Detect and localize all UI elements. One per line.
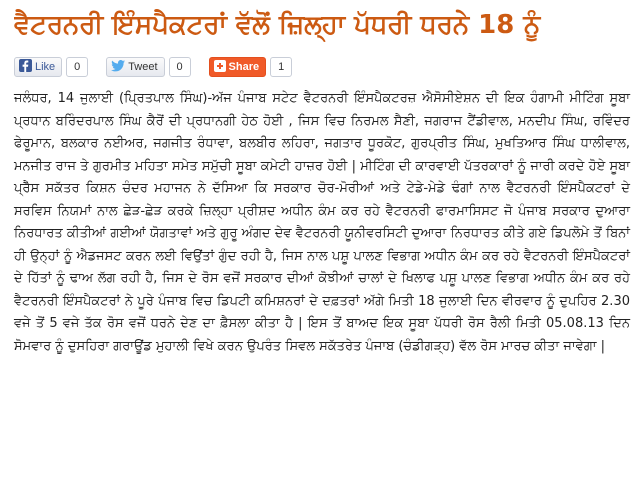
share-label: Share: [228, 61, 260, 73]
share-button[interactable]: [209, 57, 267, 77]
tweet-count: 0: [169, 57, 191, 77]
share-bar: [14, 56, 634, 78]
facebook-like-label: Like: [35, 61, 56, 73]
facebook-like-count: 0: [66, 57, 88, 77]
facebook-icon: [19, 59, 32, 75]
article-body: ਜਲੰਧਰ, 14 ਜੁਲਾਈ (ਪ੍ਰਿਤਪਾਲ ਸਿੰਘ)-ਅੱਜ ਪੰਜਾਬ ਸਟੇਟ ਵੈਟਰਨਰੀ ਇੰਸਪੈਕਟਰਜ਼ ਐਸੋਸੀਏਸ਼ਨ ਦੀ ਇਕ ਹੰਗਾਮੀ ਮੀਟਿੰਗ ਸੂਬਾ ਪ੍ਰਧਾਨ ਬਰਿੰਦਰਪਾਲ ਸਿੰਘ ਕੈਰੋਂ ਦੀ ਪ੍ਰਧਾਨਗੀ ਹੇਠ ਹੋਈ , ਜਿਸ ਵਿਚ ਨਿਰਮਲ ਸੈਣੀ, ਜਗਰਾਜ ਟੈਂਡੀਵਾਲ, ਮਨਦੀਪ ਸਿੰਘ, ਰਵਿੰਦਰ ਫੇਰੂਮਾਨ, ਬਲਕਾਰ ਨਈਅਰ, ਜਗਜੀਤ ਰੰਧਾਵਾ, ਬਲਬੀਰ ਲਹਿਰਾ, ਜਗਤਾਰ ਧੂਰਕੋਟ, ਗੁਰਪ੍ਰੀਤ ਸਿੰਘ, ਮੁਖਤਿਆਰ ਸਿੰਘ ਧਾਲੀਵਾਲ, ਮਨਜੀਤ ਰਾਜ ਤੇ ਗੁਰਮੀਤ ਮਹਿਤਾ ਸਮੇਤ ਸਮੁੱਚੀ ਸੂਬਾ ਕਮੇਟੀ ਹਾਜ਼ਰ ਹੋਈ | ਮੀਟਿੰਗ ਦੀ ਕਾਰਵਾਈ ਪੱਤਰਕਾਰਾਂ ਨੂੰ ਜਾਰੀ ਕਰਦੇ ਹੋਏ ਸੂਬਾ ਪ੍ਰੈੱਸ ਸਕੱਤਰ ਕਿਸ਼ਨ ਚੰਦਰ ਮਹਾਜਨ ਨੇ ਦੱਸਿਆ ਕਿ ਸਰਕਾਰ ਚੋਰ-ਮੋਰੀਆਂ ਅਤੇ ਟੇਡੇ-ਮੇਡੇ ਢੰਗਾਂ ਨਾਲ ਵੈਟਰਨਰੀ ਇੰਸਪੈਕਟਰਾਂ ਦੇ ਸਰਵਿਸ ਨਿਯਮਾਂ ਨਾਲ ਛੇੜ-ਛੇੜ ਕਰਕੇ ਜ਼ਿਲ੍ਹਾ ਪ੍ਰੀਸ਼ਦ ਅਧੀਨ ਕੰਮ ਕਰ ਰਹੇ ਵੈਟਰਨਰੀ ਫਾਰਮਾਸਿਸਟ ਜੋ ਪੰਜਾਬ ਸਰਕਾਰ ਦੁਆਰਾ ਨਿਰਧਾਰਤ ਕੀਤੀਆਂ ਗਈਆਂ ਯੋਗਤਾਵਾਂ ਅਤੇ ਗੁਰੂ ਅੰਗਦ ਦੇਵ ਵੈਟਰਨਰੀ ਯੂਨੀਵਰਸਿਟੀ ਦੁਆਰਾ ਨਿਰਧਾਰਤ ਕੀਤੇ ਗਏ ਡਿਪਲੋਮੇ ਤੋਂ ਬਿਨਾਂ ਹੀ ਉਨ੍ਹਾਂ ਨੂੰ ਐਡਜਸਟ ਕਰਨ ਲਈ ਵਿਉਂਤਾਂ ਗੁੰਦ ਰਹੀ ਹੈ, ਜਿਸ ਨਾਲ ਪਸ਼ੂ ਪਾਲਣ ਵਿਭਾਗ ਅਧੀਨ ਕੰਮ ਕਰ ਰਹੇ ਵੈਟਰਨਰੀ ਇੰਸਪੈਕਟਰਾਂ ਦੇ ਹਿੱਤਾਂ ਨੂੰ ਢਾਅ ਲੱਗ ਰਹੀ ਹੈ, ਜਿਸ ਦੇ ਰੋਸ ਵਜੋਂ ਸਰਕਾਰ ਦੀਆਂ ਕੋਝੀਆਂ ਚਾਲਾਂ ਦੇ ਖਿਲਾਫ ਪਸ਼ੂ ਪਾਲਣ ਵਿਭਾਗ ਅਧੀਨ ਕੰਮ ਕਰ ਰਹੇ ਵੈਟਰਨਰੀ ਇੰਸਪੈਕਟਰਾਂ ਨੇ ਪੂਰੇ ਪੰਜਾਬ ਵਿਚ ਡਿਪਟੀ ਕਮਿਸ਼ਨਰਾਂ ਦੇ ਦਫ਼ਤਰਾਂ ਅੱਗੇ ਮਿਤੀ 18 ਜੁਲਾਈ ਦਿਨ ਵੀਰਵਾਰ ਨੂੰ ਦੁਪਹਿਰ 2.30 ਵਜੇ ਤੋਂ 5 ਵਜੇ ਤੱਕ ਰੋਸ ਵਜੋਂ ਧਰਨੇ ਦੇਣ ਦਾ ਫ਼ੈਸਲਾ ਕੀਤਾ ਹੈ | ਇਸ ਤੋਂ ਬਾਅਦ ਇਕ ਸੂਬਾ ਪੱਧਰੀ ਰੋਸ ਰੈਲੀ ਮਿਤੀ 05.08.13 ਦਿਨ ਸੋਮਵਾਰ ਨੂੰ ਦੁਸਹਿਰਾ ਗਰਾਊਂਡ ਮੁਹਾਲੀ ਵਿਖੇ ਕਰਨ ਉਪਰੰਤ ਸਿਵਲ ਸਕੱਤਰੇਤ ਪੰਜਾਬ (ਚੰਡੀਗੜ੍ਹ) ਵੱਲ ਰੋਸ ਮਾਰਚ ਕੀਤਾ ਜਾਵੇਗਾ |: [14, 91, 630, 354]
share-count: 1: [270, 57, 292, 77]
share-icon: [214, 60, 226, 75]
tweet-label: Tweet: [128, 61, 158, 73]
twitter-icon: [111, 60, 125, 75]
article-title: ਵੈਟਰਨਰੀ ਇੰਸਪੈਕਟਰਾਂ ਵੱਲੋਂ ਜ਼ਿਲ੍ਹਾ ਪੱਧਰੀ ਧਰਨੇ 18 ਨੂੰ: [14, 10, 541, 40]
tweet-button[interactable]: [106, 57, 164, 77]
facebook-like-button[interactable]: [14, 57, 62, 77]
